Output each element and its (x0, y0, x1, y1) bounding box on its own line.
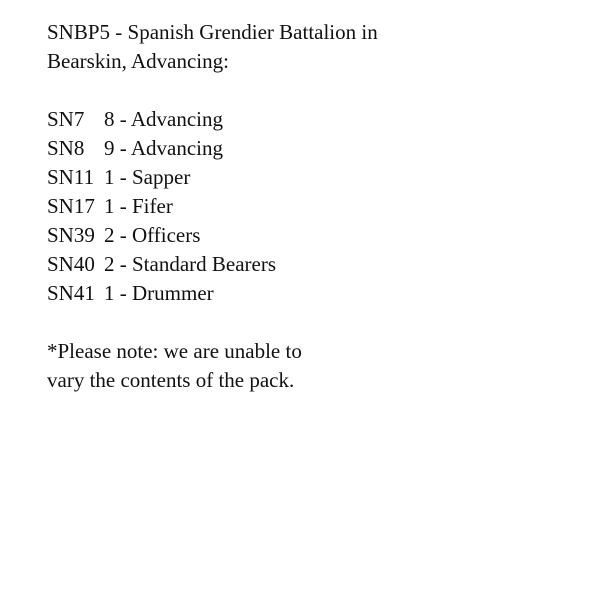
item-code: SN39 (47, 223, 95, 247)
pack-title-line-2: Bearskin, Advancing: (47, 49, 229, 73)
item-description: 2 - Officers (104, 223, 201, 247)
note-line-2: vary the contents of the pack. (47, 368, 295, 392)
pack-description (47, 18, 567, 395)
list-item (47, 279, 567, 308)
item-code: SN41 (47, 281, 95, 305)
list-item (47, 192, 567, 221)
list-item (47, 163, 567, 192)
list-item (47, 105, 567, 134)
item-code: SN7 (47, 107, 85, 131)
item-description: 8 - Advancing (104, 107, 223, 131)
note-line-1: *Please note: we are unable to (47, 339, 302, 363)
item-code: SN40 (47, 252, 95, 276)
item-description: 1 - Fifer (104, 194, 173, 218)
contents-list (47, 105, 567, 308)
list-item (47, 221, 567, 250)
pack-title-line-1: SNBP5 - Spanish Grendier Battalion in (47, 20, 378, 44)
item-code: SN17 (47, 194, 95, 218)
item-description: 1 - Drummer (104, 281, 214, 305)
item-description: 2 - Standard Bearers (104, 252, 277, 276)
list-item (47, 250, 567, 279)
item-description: 1 - Sapper (104, 165, 191, 189)
spacer (47, 308, 567, 337)
list-item (47, 134, 567, 163)
item-code: SN8 (47, 136, 85, 160)
item-code: SN11 (47, 165, 95, 189)
item-description: 9 - Advancing (104, 136, 223, 160)
spacer (47, 76, 567, 105)
